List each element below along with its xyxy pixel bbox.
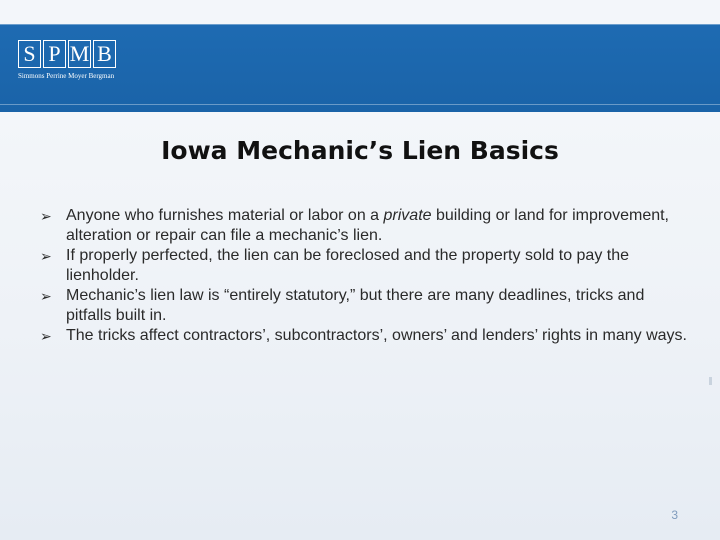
arrow-bullet-icon: ➢ — [40, 328, 52, 344]
arrow-bullet-icon: ➢ — [40, 208, 52, 224]
bullet-text-3: Mechanic’s lien law is “entirely statutory,” but there are many deadlines, tricks and pitfalls built in. — [66, 287, 645, 324]
spmb-logo — [18, 40, 126, 90]
bullet-item-2 — [40, 246, 690, 286]
slide-title: Iowa Mechanic’s Lien Basics — [161, 136, 559, 165]
edge-marker — [709, 377, 712, 385]
bullet-item-3 — [40, 286, 690, 326]
header-bottom-divider — [0, 104, 720, 105]
header-top-strip — [0, 0, 720, 24]
bullet-list — [40, 206, 690, 346]
arrow-bullet-icon: ➢ — [40, 288, 52, 304]
emphasis-private: private — [383, 207, 432, 224]
header-band — [0, 0, 720, 112]
header-top-divider — [0, 24, 720, 25]
slide-content — [0, 112, 720, 540]
bullet-item-1 — [40, 206, 690, 246]
logo-letters — [18, 40, 126, 68]
arrow-bullet-icon: ➢ — [40, 248, 52, 264]
logo-letter-m: M — [69, 41, 90, 66]
bullet-text-4: The tricks affect contractors’, subcontractors’, owners’ and lenders’ rights in many ways. — [66, 327, 687, 344]
bullet-item-4 — [40, 326, 690, 346]
bullet-text-1: Anyone who furnishes material or labor on a private building or land for improvement, alteration or repair can file a mechanic’s lien. — [66, 207, 669, 244]
logo-letter-p: P — [43, 40, 66, 68]
bullet-text-2: If properly perfected, the lien can be foreclosed and the property sold to pay the lienholder. — [66, 247, 630, 284]
logo-letter-s: S — [18, 40, 41, 68]
logo-tagline: Simmons Perrine Moyer Bergman — [18, 72, 115, 80]
logo-letter-b: B — [93, 40, 116, 68]
page-number: 3 — [671, 508, 678, 522]
